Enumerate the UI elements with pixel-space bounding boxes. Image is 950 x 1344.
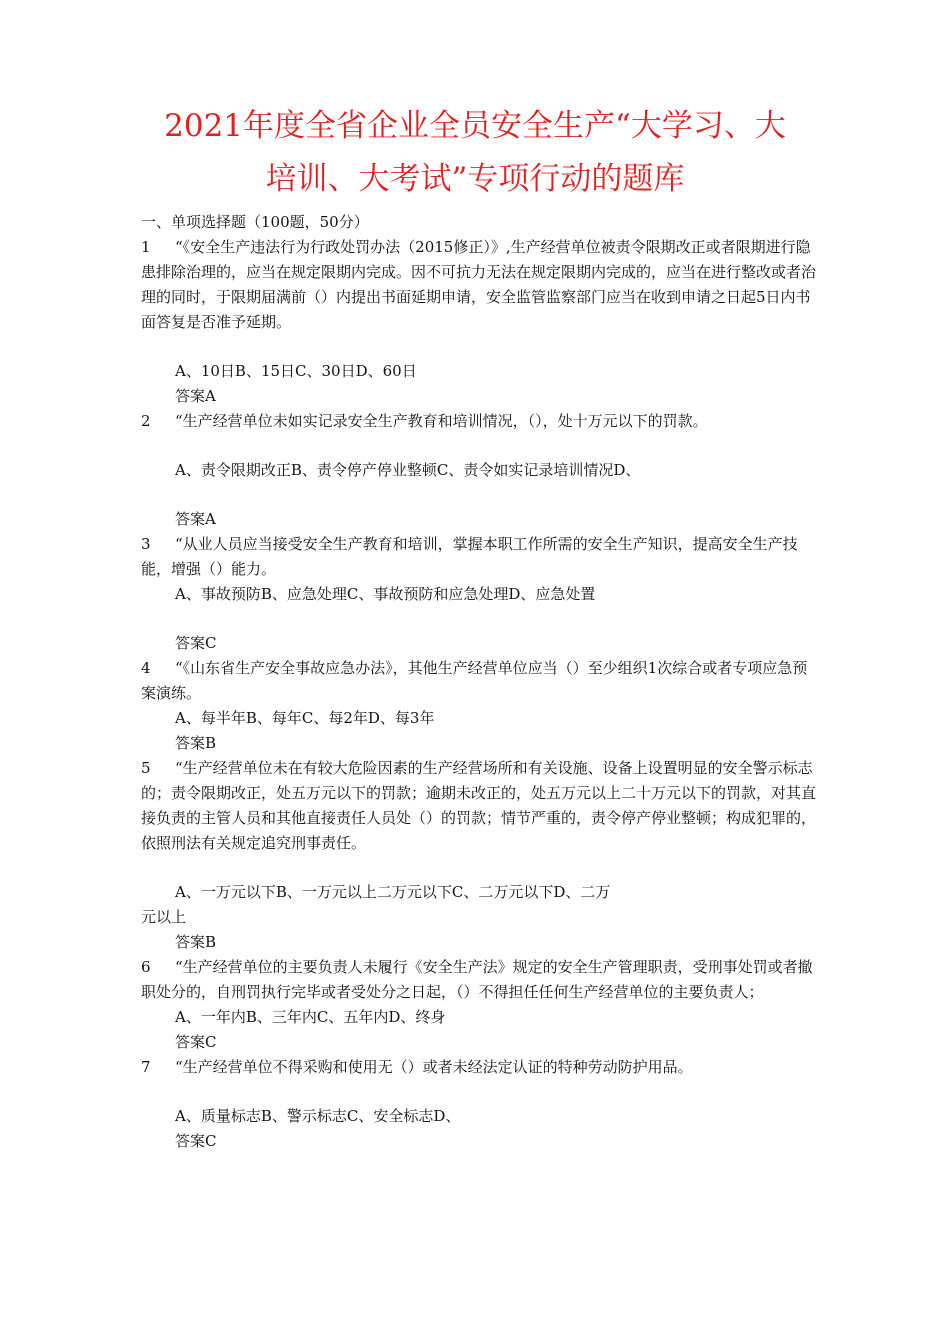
question-item <box>141 955 821 1005</box>
question-text: “从业人员应当接受安全生产教育和培训，掌握本职工作所需的安全生产知识，提高安全生产技能，增强（）能力。 <box>141 535 798 578</box>
question-number: 3 <box>141 535 151 553</box>
question-bank <box>141 210 821 1154</box>
question-options: A、一年内B、三年内C、五年内D、终身 <box>175 1008 446 1026</box>
section-heading: 一、单项选择题（100题，50分） <box>141 213 369 231</box>
question-options: A、质量标志B、警示标志C、安全标志D、 <box>175 1107 461 1125</box>
question-options: A、责令限期改正B、责令停产停业整顿C、责令如实记录培训情况D、 <box>175 461 641 479</box>
question-answer: 答案C <box>175 634 217 652</box>
question-item <box>141 532 821 582</box>
question-number: 5 <box>141 759 151 777</box>
question-text: “《山东省生产安全事故应急办法》，其他生产经营单位应当（）至少组织1次综合或者专项应急预案演练。 <box>141 659 808 702</box>
question-answer: 答案C <box>175 1132 217 1150</box>
question-text: “生产经营单位不得采购和使用无（）或者未经法定认证的特种劳动防护用品。 <box>175 1058 693 1076</box>
question-answer: 答案B <box>175 734 217 752</box>
question-item <box>141 656 821 706</box>
title-line-2: 培训、大考试”专项行动的题库 <box>265 161 685 197</box>
question-answer: 答案A <box>175 387 216 405</box>
question-options-continued: 元以上 <box>141 908 187 926</box>
question-options: A、事故预防B、应急处理C、事故预防和应急处理D、应急处置 <box>175 585 596 603</box>
question-item <box>141 1055 821 1080</box>
question-item <box>141 409 821 434</box>
question-options: A、一万元以下B、一万元以上二万元以下C、二万元以下D、二万 <box>175 883 611 901</box>
question-text: “生产经营单位未如实记录安全生产教育和培训情况，（），处十万元以下的罚款。 <box>175 412 708 430</box>
question-answer: 答案C <box>175 1033 217 1051</box>
question-number: 7 <box>141 1058 151 1076</box>
document-title <box>120 100 830 206</box>
question-answer: 答案B <box>175 933 217 951</box>
question-number: 4 <box>141 659 151 677</box>
question-number: 2 <box>141 412 151 430</box>
question-options: A、每半年B、每年C、每2年D、每3年 <box>175 709 435 727</box>
question-number: 1 <box>141 238 151 256</box>
question-number: 6 <box>141 958 151 976</box>
title-line-1: 2021年度全省企业全员安全生产“大学习、大 <box>164 108 786 144</box>
question-answer: 答案A <box>175 510 216 528</box>
question-item <box>141 756 821 856</box>
question-text: “生产经营单位的主要负责人未履行《安全生产法》规定的安全生产管理职责，受刑事处罚或者撤职处分的，自刑罚执行完毕或者受处分之日起，（）不得担任任何生产经营单位的主要负责人； <box>141 958 813 1001</box>
question-options: A、10日B、15日C、30日D、60日 <box>175 362 417 380</box>
question-text: “《安全生产违法行为行政处罚办法（2015修正）》,生产经营单位被责令限期改正或者限期进行隐患排除治理的，应当在规定限期内完成。因不可抗力无法在规定限期内完成的，应当在进行整改或者治理的同时，于限期届满前（）内提出书面延期申请，安全监管监察部门应当在收到申请之日起5日内书面答复是否准予延期。 <box>141 238 817 331</box>
question-item <box>141 235 821 335</box>
question-text: “生产经营单位未在有较大危险因素的生产经营场所和有关设施、设备上设置明显的安全警示标志的；责令限期改正，处五万元以下的罚款；逾期未改正的，处五万元以上二十万元以下的罚款，对其直接负责的主管人员和其他直接责任人员处（）的罚款；情节严重的，责令停产停业整顿；构成犯罪的，依照刑法有关规定追究刑事责任。 <box>141 759 817 852</box>
